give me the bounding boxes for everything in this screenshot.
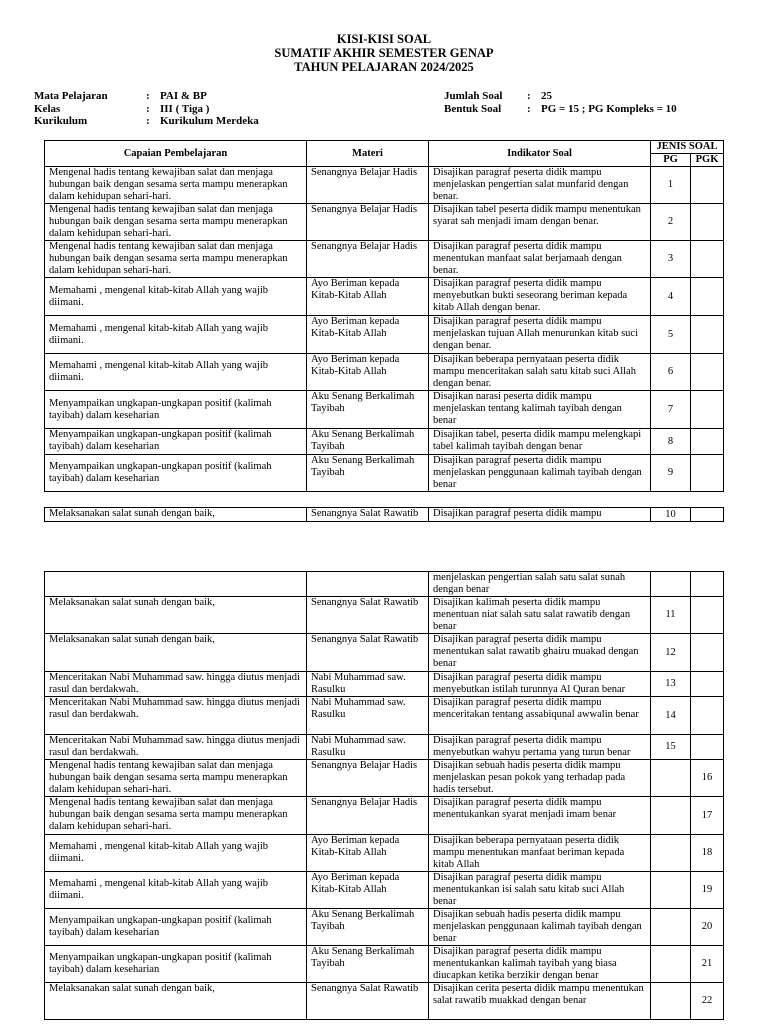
table-row: [45, 946, 724, 983]
table-row: [45, 760, 724, 797]
cell-materi: Senangnya Salat Rawatib: [307, 508, 429, 522]
info-row: [444, 103, 677, 116]
title-line-2: SUMATIF AKHIR SEMESTER GENAP: [274, 46, 494, 60]
cell-capaian: Melaksanakan salat sunah dengan baik,: [45, 597, 307, 634]
cell-capaian: Memahami , mengenal kitab-kitab Allah yang wajib diimani.: [45, 316, 307, 354]
cell-pg: [651, 983, 691, 1020]
table-row: [45, 429, 724, 455]
kisi-kisi-table-page-2: [44, 571, 724, 1020]
cell-indikator: Disajikan paragraf peserta didik mampu menentukan salat rawatib ghairu muakad dengan benar: [429, 634, 651, 672]
cell-pgk: [691, 241, 724, 278]
cell-pg: [651, 835, 691, 872]
cell-capaian: Memahami , mengenal kitab-kitab Allah yang wajib diimani.: [45, 354, 307, 391]
cell-capaian: Memahami , mengenal kitab-kitab Allah yang wajib diimani.: [45, 835, 307, 872]
cell-indikator: Disajikan tabel, peserta didik mampu melengkapi tabel kalimah tayibah dengan benar: [429, 429, 651, 455]
cell-materi: Ayo Beriman kepada Kitab-Kitab Allah: [307, 354, 429, 391]
cell-materi: Nabi Muhammad saw. Rasulku: [307, 697, 429, 735]
cell-materi: Senangnya Belajar Hadis: [307, 241, 429, 278]
table-row: [45, 572, 724, 597]
kisi-kisi-table-page-1-last-row: [44, 507, 724, 522]
cell-materi: Aku Senang Berkalimah Tayibah: [307, 909, 429, 946]
cell-capaian: Melaksanakan salat sunah dengan baik,: [45, 983, 307, 1020]
cell-pg: [651, 797, 691, 835]
cell-pgk: [691, 634, 724, 672]
table-row: [45, 241, 724, 278]
table-row: [45, 983, 724, 1020]
table-row: [45, 672, 724, 697]
cell-indikator: Disajikan narasi peserta didik mampu menjelaskan tentang kalimah tayibah dengan benar: [429, 391, 651, 429]
cell-capaian: Menyampaikan ungkapan-ungkapan positif (kalimah tayibah) dalam keseharian: [45, 391, 307, 429]
info-key: Bentuk Soal: [444, 102, 502, 115]
cell-indikator: Disajikan paragraf peserta didik mampu menentukankan isi salah satu kitab suci Allah benar: [429, 872, 651, 909]
cell-pg: 1: [651, 167, 691, 204]
cell-capaian: Menyampaikan ungkapan-ungkapan positif (kalimah tayibah) dalam keseharian: [45, 946, 307, 983]
cell-materi: Nabi Muhammad saw. Rasulku: [307, 672, 429, 697]
table-row: [45, 697, 724, 735]
cell-capaian: Menceritakan Nabi Muhammad saw. hingga diutus menjadi rasul dan berdakwah.: [45, 735, 307, 760]
cell-materi: Ayo Beriman kepada Kitab-Kitab Allah: [307, 835, 429, 872]
cell-capaian: Mengenal hadis tentang kewajiban salat dan menjaga hubungan baik dengan sesama serta mampu menerapkan dalam kehidupan sehari-hari.: [45, 167, 307, 204]
cell-pg: 2: [651, 204, 691, 241]
header-jenis-soal: JENIS SOAL: [651, 141, 724, 154]
cell-pgk: 18: [691, 835, 724, 872]
info-row: [34, 90, 259, 103]
table-row: [45, 909, 724, 946]
cell-pgk: [691, 672, 724, 697]
header-pgk: PGK: [691, 154, 724, 167]
info-colon: :: [527, 102, 531, 115]
header-indikator: Indikator Soal: [429, 141, 651, 167]
info-key: Kurikulum: [34, 115, 88, 127]
cell-pgk: [691, 204, 724, 241]
info-left: [34, 90, 259, 128]
cell-materi: Aku Senang Berkalimah Tayibah: [307, 391, 429, 429]
info-colon: :: [146, 115, 150, 127]
info-colon: :: [146, 102, 150, 115]
info-key: Jumlah Soal: [444, 90, 503, 102]
title-line-1: KISI-KISI SOAL: [336, 32, 432, 46]
cell-pgk: [691, 572, 724, 597]
cell-pg: 10: [651, 508, 691, 522]
info-value: Kurikulum Merdeka: [160, 115, 259, 127]
cell-materi: Aku Senang Berkalimah Tayibah: [307, 455, 429, 492]
cell-indikator: Disajikan sebuah hadis peserta didik mampu menjelaskan penggunaan kalimah tayibah dengan benar: [429, 909, 651, 946]
cell-capaian: Menyampaikan ungkapan-ungkapan positif (kalimah tayibah) dalam keseharian: [45, 429, 307, 455]
cell-capaian: [45, 572, 307, 597]
cell-indikator: Disajikan paragraf peserta didik mampu menentukankan syarat menjadi imam benar: [429, 797, 651, 835]
table-row: [45, 204, 724, 241]
cell-pg: 15: [651, 735, 691, 760]
cell-indikator: Disajikan tabel peserta didik mampu menentukan syarat sah menjadi imam dengan benar.: [429, 204, 651, 241]
info-value: III ( Tiga ): [160, 102, 210, 115]
title-line-3: TAHUN PELAJARAN 2024/2025: [294, 60, 474, 74]
cell-indikator: Disajikan beberapa pernyataan peserta didik mampu menceritakan salah satu kitab suci Allah dengan benar.: [429, 354, 651, 391]
cell-capaian: Menyampaikan ungkapan-ungkapan positif (kalimah tayibah) dalam keseharian: [45, 909, 307, 946]
cell-indikator: Disajikan paragraf peserta didik mampu menyebutkan wahyu pertama yang turun benar: [429, 735, 651, 760]
cell-materi: [307, 572, 429, 597]
cell-materi: Senangnya Salat Rawatib: [307, 597, 429, 634]
cell-capaian: Menyampaikan ungkapan-ungkapan positif (kalimah tayibah) dalam keseharian: [45, 455, 307, 492]
cell-capaian: Memahami , mengenal kitab-kitab Allah yang wajib diimani.: [45, 872, 307, 909]
cell-materi: Senangnya Salat Rawatib: [307, 634, 429, 672]
cell-capaian: Mengenal hadis tentang kewajiban salat dan menjaga hubungan baik dengan sesama serta mampu menerapkan dalam kehidupan sehari-hari.: [45, 760, 307, 797]
table-row: [45, 167, 724, 204]
cell-pg: 9: [651, 455, 691, 492]
cell-indikator: Disajikan paragraf peserta didik mampu menjelaskan penggunaan kalimah tayibah dengan benar: [429, 455, 651, 492]
cell-pgk: [691, 391, 724, 429]
table-row: [45, 835, 724, 872]
info-right: [444, 90, 677, 115]
cell-pg: 3: [651, 241, 691, 278]
cell-indikator: menjelaskan pengertian salah satu salat sunah dengan benar: [429, 572, 651, 597]
info-row: [34, 103, 259, 116]
cell-pg: 14: [651, 697, 691, 735]
cell-pgk: [691, 167, 724, 204]
cell-pg: [651, 572, 691, 597]
cell-capaian: Menceritakan Nabi Muhammad saw. hingga diutus menjadi rasul dan berdakwah.: [45, 672, 307, 697]
table-row: [45, 391, 724, 429]
table-row: [45, 634, 724, 672]
cell-indikator: Disajikan kalimah peserta didik mampu menentuan niat salah satu salat rawatib dengan benar: [429, 597, 651, 634]
info-row: [444, 90, 677, 103]
cell-pg: [651, 872, 691, 909]
cell-materi: Senangnya Belajar Hadis: [307, 167, 429, 204]
info-colon: :: [146, 90, 150, 102]
cell-indikator: Disajikan sebuah hadis peserta didik mampu menjelaskan pesan pokok yang terhadap pada hadis tersebut.: [429, 760, 651, 797]
cell-pgk: 19: [691, 872, 724, 909]
cell-pgk: 20: [691, 909, 724, 946]
table-row: [45, 278, 724, 316]
info-value: PAI & BP: [160, 90, 207, 102]
cell-indikator: Disajikan paragraf peserta didik mampu menyebutkan istilah turunnya Al Quran benar: [429, 672, 651, 697]
cell-pg: 13: [651, 672, 691, 697]
table-row: [45, 508, 724, 522]
cell-pgk: [691, 429, 724, 455]
cell-indikator: Disajikan cerita peserta didik mampu menentukan salat rawatib muakkad dengan benar: [429, 983, 651, 1020]
kisi-kisi-table-page-1: [44, 140, 724, 492]
header-capaian: Capaian Pembelajaran: [45, 141, 307, 167]
header-pg: PG: [651, 154, 691, 167]
cell-pg: 8: [651, 429, 691, 455]
cell-pgk: 16: [691, 760, 724, 797]
table-row: [45, 797, 724, 835]
cell-materi: Senangnya Salat Rawatib: [307, 983, 429, 1020]
info-row: [34, 115, 259, 128]
cell-materi: Ayo Beriman kepada Kitab-Kitab Allah: [307, 316, 429, 354]
cell-pg: [651, 760, 691, 797]
cell-pg: [651, 909, 691, 946]
table-row: [45, 455, 724, 492]
cell-pgk: [691, 455, 724, 492]
cell-capaian: Melaksanakan salat sunah dengan baik,: [45, 634, 307, 672]
cell-materi: Nabi Muhammad saw. Rasulku: [307, 735, 429, 760]
cell-pgk: [691, 354, 724, 391]
cell-capaian: Menceritakan Nabi Muhammad saw. hingga diutus menjadi rasul dan berdakwah.: [45, 697, 307, 735]
cell-materi: Ayo Beriman kepada Kitab-Kitab Allah: [307, 872, 429, 909]
table-row: [45, 735, 724, 760]
cell-pgk: [691, 697, 724, 735]
cell-indikator: Disajikan paragraf peserta didik mampu menjelaskan tujuan Allah menurunkan kitab suci dengan benar.: [429, 316, 651, 354]
cell-pg: 6: [651, 354, 691, 391]
cell-pg: 7: [651, 391, 691, 429]
cell-indikator: Disajikan paragraf peserta didik mampu menceritakan tentang assabiqunal awwalin benar: [429, 697, 651, 735]
cell-pgk: 22: [691, 983, 724, 1020]
cell-indikator: Disajikan paragraf peserta didik mampu menentukankan kalimah tayibah yang biasa diucapkan ketika berzikir dengan benar: [429, 946, 651, 983]
table-row: [45, 872, 724, 909]
cell-capaian: Mengenal hadis tentang kewajiban salat dan menjaga hubungan baik dengan sesama serta mampu menerapkan dalam kehidupan sehari-hari.: [45, 241, 307, 278]
cell-pg: [651, 946, 691, 983]
info-key: Mata Pelajaran: [34, 90, 108, 102]
cell-pg: 4: [651, 278, 691, 316]
info-key: Kelas: [34, 102, 61, 115]
cell-indikator: Disajikan paragraf peserta didik mampu menjelaskan pengertian salat munfarid dengan benar.: [429, 167, 651, 204]
cell-capaian: Mengenal hadis tentang kewajiban salat dan menjaga hubungan baik dengan sesama serta mampu menerapkan dalam kehidupan sehari-hari.: [45, 204, 307, 241]
cell-capaian: Mengenal hadis tentang kewajiban salat dan menjaga hubungan baik dengan sesama serta mampu menerapkan dalam kehidupan sehari-hari.: [45, 797, 307, 835]
info-value: 25: [541, 90, 552, 102]
table-row: [45, 316, 724, 354]
cell-materi: Senangnya Belajar Hadis: [307, 797, 429, 835]
cell-pg: 12: [651, 634, 691, 672]
cell-indikator: Disajikan paragraf peserta didik mampu: [429, 508, 651, 522]
cell-pg: 11: [651, 597, 691, 634]
cell-indikator: Disajikan paragraf peserta didik mampu menyebutkan bukti seseorang beriman kepada kitab Allah dengan benar.: [429, 278, 651, 316]
cell-capaian: Memahami , mengenal kitab-kitab Allah yang wajib diimani.: [45, 278, 307, 316]
cell-pgk: [691, 735, 724, 760]
cell-materi: Senangnya Belajar Hadis: [307, 760, 429, 797]
info-colon: :: [527, 90, 531, 102]
cell-pgk: 17: [691, 797, 724, 835]
cell-pgk: [691, 278, 724, 316]
cell-materi: Aku Senang Berkalimah Tayibah: [307, 429, 429, 455]
cell-capaian: Melaksanakan salat sunah dengan baik,: [45, 508, 307, 522]
cell-materi: Ayo Beriman kepada Kitab-Kitab Allah: [307, 278, 429, 316]
cell-pg: 5: [651, 316, 691, 354]
cell-pgk: [691, 316, 724, 354]
table-row: [45, 597, 724, 634]
info-value: PG = 15 ; PG Kompleks = 10: [541, 102, 677, 115]
cell-indikator: Disajikan paragraf peserta didik mampu menentukan manfaat salat berjamaah dengan benar.: [429, 241, 651, 278]
document-title: [0, 32, 768, 74]
cell-materi: Senangnya Belajar Hadis: [307, 204, 429, 241]
cell-pgk: [691, 508, 724, 522]
cell-materi: Aku Senang Berkalimah Tayibah: [307, 946, 429, 983]
header-materi: Materi: [307, 141, 429, 167]
cell-pgk: [691, 597, 724, 634]
table-row: [45, 354, 724, 391]
cell-indikator: Disajikan beberapa pernyataan peserta didik mampu menentukan manfaat beriman kepada kitab Allah: [429, 835, 651, 872]
cell-pgk: 21: [691, 946, 724, 983]
